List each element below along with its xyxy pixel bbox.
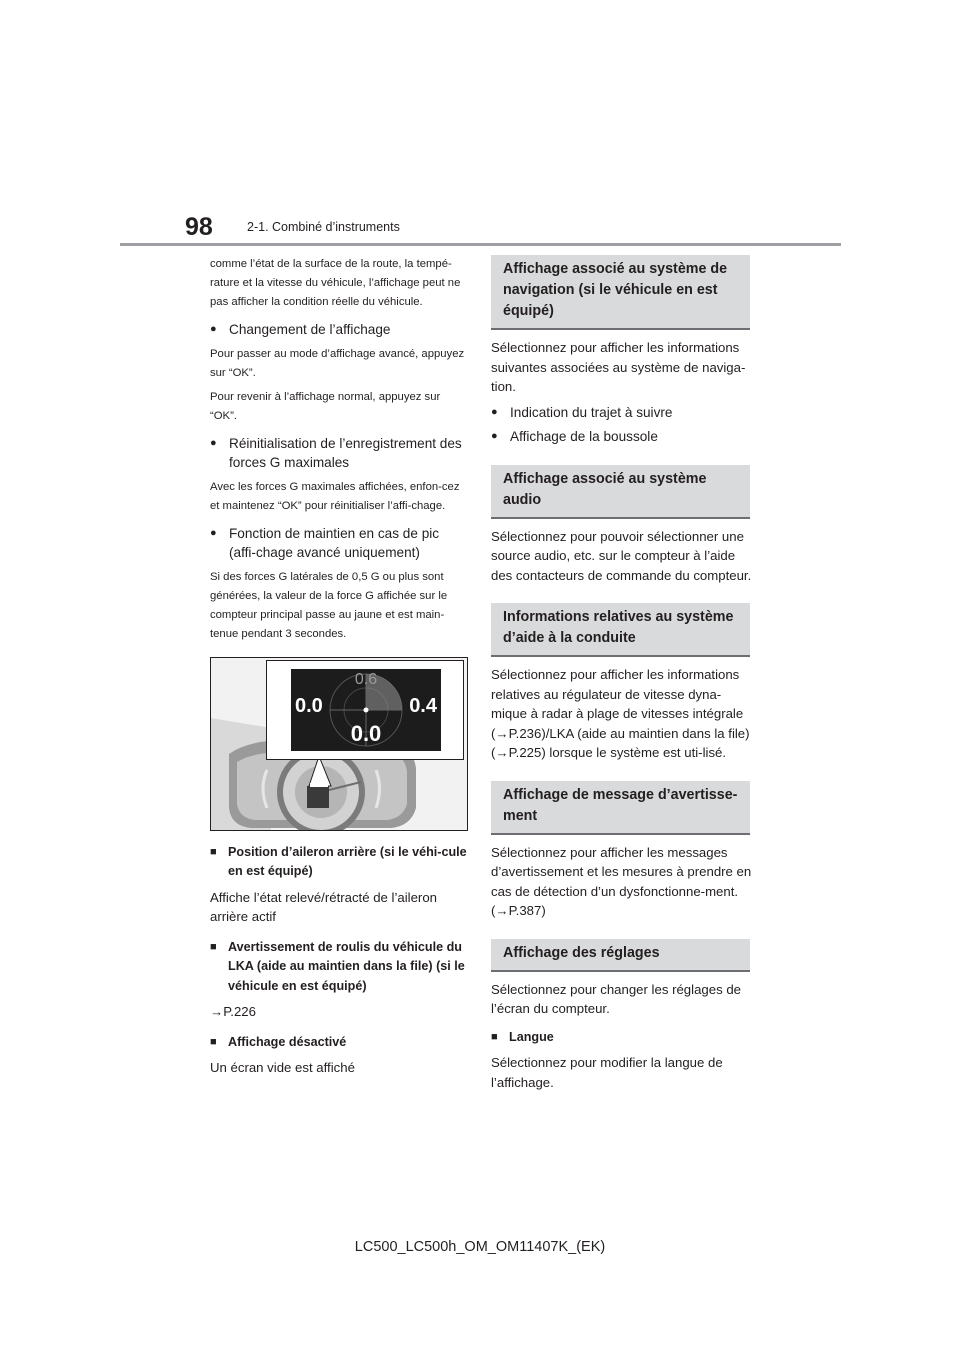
language-text: Sélectionnez pour modifier la langue de l’affichage. bbox=[491, 1055, 723, 1090]
display-off-text: Un écran vide est affiché bbox=[210, 1060, 355, 1075]
heading-driving-support: Informations relatives au système d’aide à la conduite bbox=[491, 603, 750, 657]
heading-lka-roll: ■ Avertissement de roulis du véhicule du LKA (aide au maintien dans la file) (si le véhicule en est équipé) bbox=[210, 938, 468, 997]
page-number: 98 bbox=[185, 213, 213, 241]
heading-audio: Affichage associé au système audio bbox=[491, 465, 750, 519]
g-force-figure bbox=[210, 657, 468, 831]
warning-message-text: Sélectionnez pour afficher les messages d’avertissement et les mesures à prendre en cas de détection d’un dysfonctionne-ment. (→P.387) bbox=[491, 844, 752, 918]
left-column bbox=[210, 255, 468, 1078]
lka-roll-ref: →P.226 bbox=[210, 1004, 256, 1019]
bullet-display-change: ● Changement de l’affichage bbox=[210, 320, 468, 340]
heading-settings: Affichage des réglages bbox=[491, 939, 750, 972]
section-title: 2-1. Combiné d’instruments bbox=[247, 220, 400, 234]
g-reset-text: Avec les forces G maximales affichées, enfon-cez et maintenez “OK” pour réinitialiser l’affi-chage. bbox=[210, 480, 460, 512]
callout-box bbox=[266, 660, 464, 760]
g-value-top: 0.6 bbox=[354, 670, 378, 688]
peak-hold-text: Si des forces G latérales de 0,5 G ou plus sont générées, la valeur de la force G affichée sur le compteur principal passe au jaune et est main-tenue pendant 3 secondes. bbox=[210, 570, 448, 640]
audio-text: Sélectionnez pour pouvoir sélectionner une source audio, etc. sur le compteur à l’aide des contacteurs de commande du compteur. bbox=[491, 528, 752, 583]
heading-display-off: ■ Affichage désactivé bbox=[210, 1033, 468, 1053]
bullet-route-guidance: ● Indication du trajet à suivre bbox=[491, 403, 753, 423]
right-column bbox=[491, 255, 753, 1092]
bullet-peak-hold: ● Fonction de maintien en cas de pic (affi-chage avancé uniquement) bbox=[210, 524, 468, 563]
intro-text: comme l’état de la surface de la route, la tempé-rature et la vitesse du véhicule, l’affichage peut ne pas afficher la condition réelle du véhicule. bbox=[210, 258, 461, 308]
heading-navigation: Affichage associé au système de navigation (si le véhicule en est équipé) bbox=[491, 255, 750, 330]
rear-spoiler-text: Affiche l’état relevé/rétracté de l’aileron arrière actif bbox=[210, 889, 437, 924]
g-value-bottom: 0.0 bbox=[350, 720, 382, 746]
g-force-screen bbox=[291, 669, 441, 751]
navigation-text: Sélectionnez pour afficher les informations suivantes associées au système de naviga-tion. bbox=[491, 340, 746, 394]
heading-language: ■ Langue bbox=[491, 1028, 753, 1048]
display-change-text-1: Pour passer au mode d’affichage avancé, appuyez sur “OK”. bbox=[210, 347, 465, 379]
driving-support-text: Sélectionnez pour afficher les informations relatives au régulateur de vitesse dyna-mique à radar à plage de vitesses intégrale (→P.236)/LKA (aide au maintien dans la file) (→P.225) lorsque le système est uti-lisé. bbox=[491, 667, 750, 760]
bullet-compass: ● Affichage de la boussole bbox=[491, 427, 753, 447]
bullet-g-reset: ● Réinitialisation de l’enregistrement des forces G maximales bbox=[210, 434, 468, 473]
heading-rear-spoiler: ■ Position d’aileron arrière (si le véhi-cule en est équipé) bbox=[210, 843, 468, 882]
g-value-right: 0.4 bbox=[409, 694, 437, 717]
heading-warning-message: Affichage de message d’avertisse-ment bbox=[491, 781, 750, 835]
g-value-left: 0.0 bbox=[295, 694, 323, 717]
display-change-text-2: Pour revenir à l’affichage normal, appuyez sur “OK”. bbox=[210, 390, 441, 422]
header-rule bbox=[120, 243, 841, 246]
settings-text: Sélectionnez pour changer les réglages de l’écran du compteur. bbox=[491, 981, 741, 1016]
footer-doc-code: LC500_LC500h_OM_OM11407K_(EK) bbox=[354, 1239, 606, 1255]
